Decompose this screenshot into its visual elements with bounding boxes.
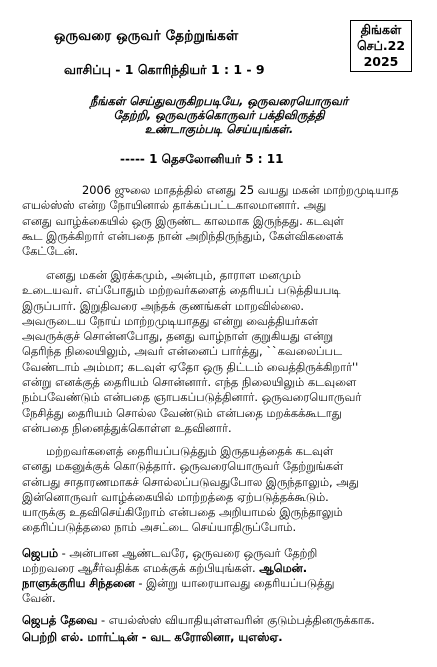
paragraph-line: எயல்ஸ்ஸ் என்ற நோயினால் தாக்கப்பட்டகாலமானார். அது bbox=[22, 198, 327, 213]
paragraph-line: நம்பவேண்டும் என்பதை ஞாபகப்படுத்தினார். ஒருவரையொருவர் bbox=[22, 390, 362, 405]
prayer-section bbox=[22, 546, 422, 577]
paragraph-line: என்பது சாதாரணமாகச் சொல்லப்படுவதுபோல இருந்தாலும், அது bbox=[22, 474, 359, 489]
key-verse-line: தேற்றி, ஒருவருக்கொருவர் பக்திவிருத்தி bbox=[113, 108, 325, 122]
paragraph-line: எனது மகனுக்குக் கொடுத்தார். ஒருவரையொருவர் தேற்றுங்கள் bbox=[22, 459, 344, 474]
paragraph-line: தைரிப்படுத்தலை நாம் அசட்டை செய்யாதிருப்போம். bbox=[22, 520, 297, 535]
paragraph-line: கேட்டேன். bbox=[22, 244, 79, 259]
author-name: பெற்றி எல். மார்ட்டின் - வட கரோலினா, யுஎஸ்ஏ. bbox=[22, 630, 283, 644]
paragraph-line: அவருடைய நோய் மாற்றமுடியாதது என்று வைத்தியர்கள் bbox=[22, 313, 318, 328]
paragraph-line: தெரிந்த நிலையிலும், அவர் என்னைப் பார்த்து, ``கவலைப்பட bbox=[22, 344, 343, 359]
prayer-text-line2: மற்றவரை ஆசீர்வதிக்க எமக்குக் கற்பியுங்கள். bbox=[22, 561, 260, 576]
prayer-label: ஜெபம் bbox=[22, 546, 59, 560]
paragraph-line: யாருக்கு உதவிசெய்கிறோம் என்பதை அறியாமல் இருந்தாலும் bbox=[22, 505, 343, 520]
prayer-text: - அன்பான ஆண்டவரே, ஒருவரை ஒருவர் தேற்றி bbox=[58, 546, 318, 560]
paragraph-line: எனது மகன் இரக்கமும், அன்பும், தாராள மனமும் bbox=[46, 268, 301, 282]
thought-label: நாளுக்குரிய சிந்தனை bbox=[22, 576, 135, 590]
date-weekday: திங்கள் bbox=[360, 22, 402, 37]
paragraph-line: நேசித்து தைரியம் சொல்ல வேண்டும் என்பதை மறக்கக்கூடாது bbox=[22, 405, 342, 420]
paragraph-line: 2006 ஜுலை மாதத்தில் எனது 25 வயது மகன் மாற்றமுடியாத bbox=[82, 183, 399, 197]
paragraph-line: அவருக்குச் சொன்னபோது, தனது வாழ்நாள் குறுகியது என்று bbox=[22, 329, 334, 344]
key-verse-line: உண்டாகும்படி செய்யுங்கள். bbox=[144, 122, 294, 136]
paragraph-line: என்று எனக்குத் தைரியம் சொன்னார். எந்த நிலையிலும் கடவுளை bbox=[22, 375, 357, 390]
paragraph-line: உடையவர். எப்போதும் மற்றவர்களைத் தைரியப் படுத்தியபடி bbox=[22, 283, 341, 298]
thought-text: - இன்று யாரையாவது தைரியப்படுத்து bbox=[134, 576, 335, 590]
date-year: 2025 bbox=[363, 54, 399, 69]
prayer-need-text: - எயல்ஸ்ஸ் வியாதியுள்ளவரின் குடும்பத்தினருக்காக. bbox=[97, 613, 375, 627]
devotional-title: ஒருவரை ஒருவர் தேற்றுங்கள் bbox=[54, 28, 239, 44]
date-box bbox=[350, 20, 412, 72]
paragraph-line: இன்னொருவர் வாழ்க்கையில் மாற்றத்தை ஏற்படுத்தக்கூடும். bbox=[22, 489, 329, 504]
thought-text-line2: வேன். bbox=[22, 591, 56, 606]
paragraph-1 bbox=[22, 183, 414, 259]
paragraph-line: இருப்பார். இறுதிவரை அந்தக் குணங்கள் மாறவில்லை. bbox=[22, 298, 304, 313]
paragraph-line: வேண்டாம் அம்மா; கடவுள் ஏதோ ஒரு திட்டம் வைத்திருக்கிறார்'' bbox=[22, 359, 359, 374]
date-month-day: செப்.22 bbox=[356, 38, 406, 53]
paragraph-line: என்பதை நினைத்துக்கொள்ள உதவினார். bbox=[22, 420, 232, 435]
thought-section bbox=[22, 576, 422, 607]
key-verse-reference: ----- 1 தெசலோனியர் 5 : 11 bbox=[120, 152, 284, 166]
key-verse bbox=[54, 94, 384, 136]
prayer-need-label: ஜெபத் தேவை bbox=[22, 613, 98, 627]
paragraph-line: எனது வாழ்க்கையில் ஒரு இருண்ட காலமாக இருந்தது. கடவுள் bbox=[22, 213, 344, 228]
author-line bbox=[22, 630, 422, 645]
paragraph-line: மற்றவர்களைத் தைரியப்படுத்தும் இருதயத்தைக் கடவுள் bbox=[46, 444, 334, 458]
prayer-need-section bbox=[22, 613, 422, 628]
paragraph-line: கூட இருக்கிறார் என்பதை நான் அறிந்திருந்தும், கேள்விகளைக் bbox=[22, 228, 344, 243]
key-verse-line: நீங்கள் செய்துவருகிறபடியே, ஒருவரையொருவர் bbox=[90, 94, 348, 108]
paragraph-2 bbox=[22, 268, 414, 436]
prayer-amen: ஆமென். bbox=[259, 561, 308, 576]
paragraph-3 bbox=[22, 444, 414, 536]
scripture-reading: வாசிப்பு - 1 கொரிந்தியர் 1 : 1 - 9 bbox=[64, 62, 265, 77]
